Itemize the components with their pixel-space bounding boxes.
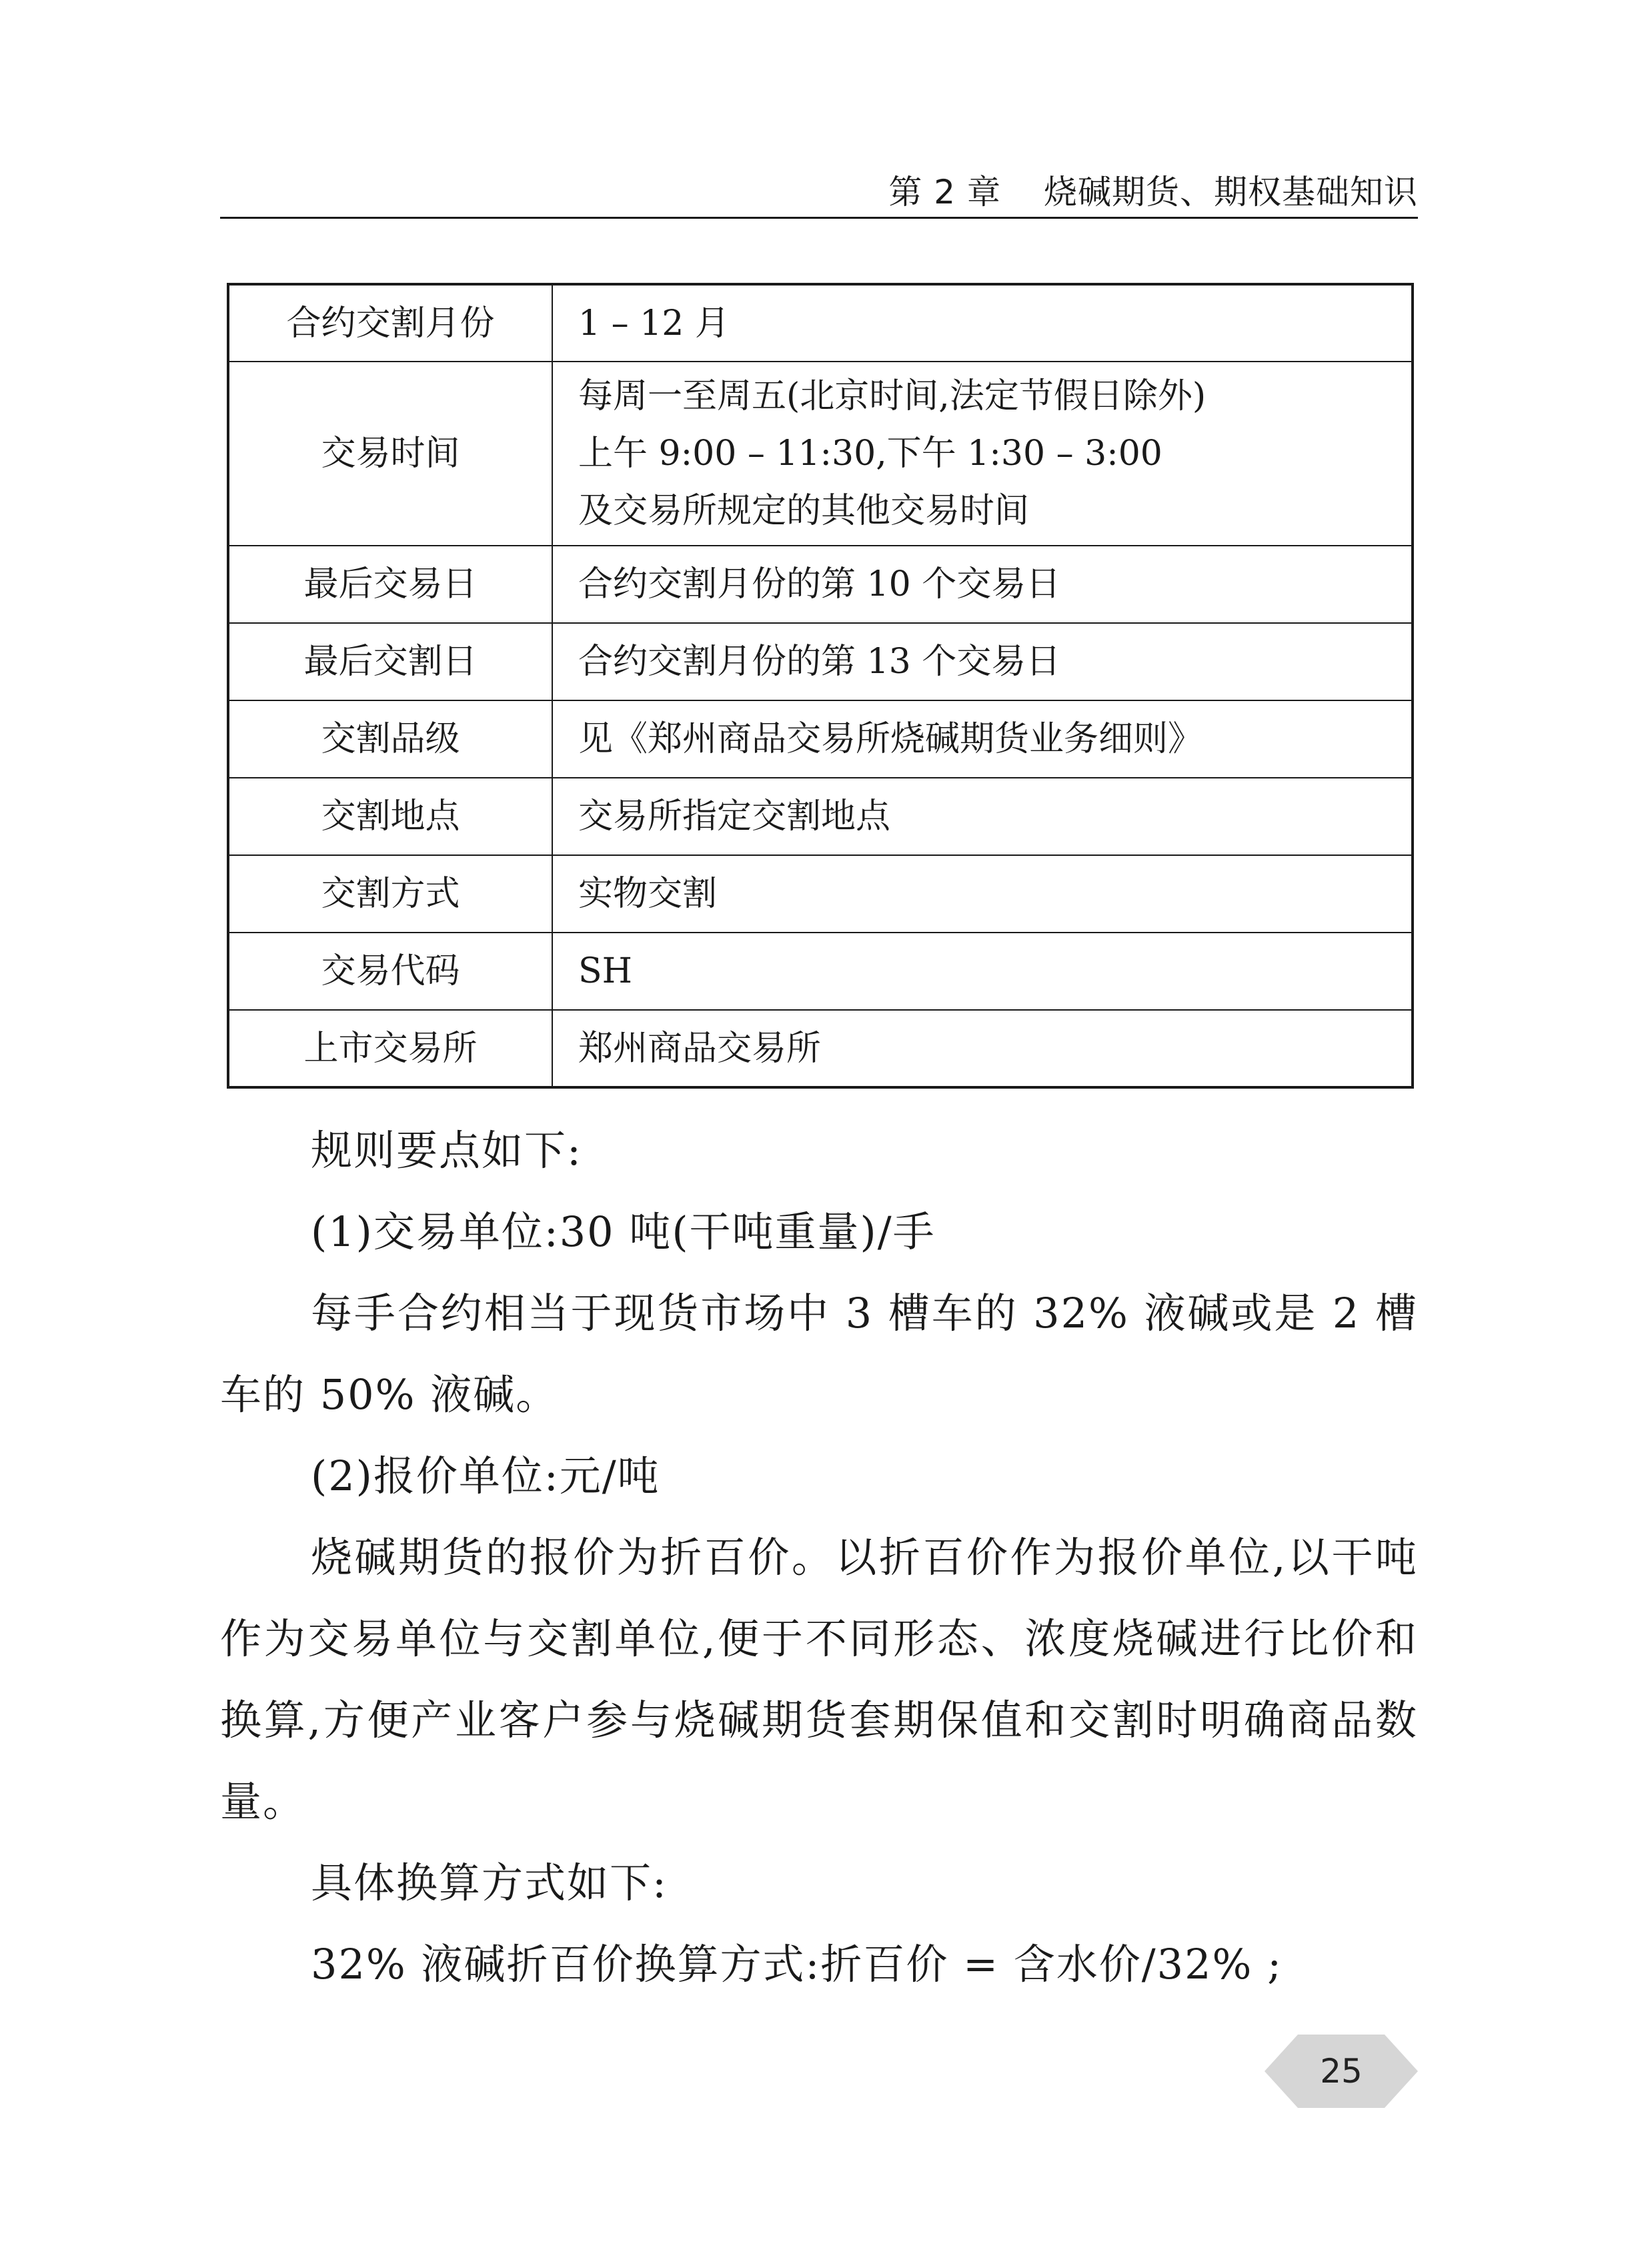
header-rule	[220, 217, 1418, 219]
paragraph-conversion-intro: 具体换算方式如下:	[311, 1858, 668, 1907]
table-row	[228, 623, 1413, 700]
row-label: 交易时间	[228, 362, 552, 546]
row-label: 交割品级	[228, 700, 552, 778]
paragraph-trading-unit-detail: 每手合约相当于现货市场中 3 槽车的 32% 液碱或是 2 槽车的 50% 液碱。	[220, 1289, 1418, 1419]
row-label: 最后交割日	[228, 623, 552, 700]
contract-spec-table	[227, 283, 1414, 1089]
table-row	[228, 284, 1413, 362]
row-value: 合约交割月份的第 13 个交易日	[552, 623, 1413, 700]
row-value: 实物交割	[552, 855, 1413, 933]
row-value-multiline	[552, 362, 1413, 546]
row-label: 最后交易日	[228, 546, 552, 623]
row-value: 1 – 12 月	[552, 284, 1413, 362]
row-value: 见《郑州商品交易所烧碱期货业务细则》	[552, 700, 1413, 778]
table-row	[228, 933, 1413, 1010]
page-number: 25	[1320, 2052, 1363, 2091]
chapter-number: 第 2 章	[888, 173, 1001, 211]
table-row	[228, 700, 1413, 778]
paragraph-quote-unit-detail: 烧碱期货的报价为折百价。以折百价作为报价单位,以干吨作为交易单位与交割单位,便于不同形态、浓度烧碱进行比价和换算,方便产业客户参与烧碱期货套期保值和交割时明确商品数量。	[220, 1533, 1418, 1826]
value-line: 每周一至周五(北京时间,法定节假日除外)	[578, 376, 1206, 416]
row-label: 合约交割月份	[228, 284, 552, 362]
table-row	[228, 362, 1413, 546]
row-value: 郑州商品交易所	[552, 1010, 1413, 1087]
row-value: SH	[552, 933, 1413, 1010]
row-label: 上市交易所	[228, 1010, 552, 1087]
paragraph-rules-intro: 规则要点如下:	[311, 1126, 582, 1175]
paragraph-quote-unit: (2)报价单位:元/吨	[311, 1452, 660, 1500]
chapter-title: 烧碱期货、期权基础知识	[1044, 173, 1418, 211]
body-text	[220, 1110, 1418, 2005]
paragraph-trading-unit: (1)交易单位:30 吨(干吨重量)/手	[311, 1207, 936, 1256]
page-number-badge	[1265, 2035, 1418, 2108]
row-label: 交易代码	[228, 933, 552, 1010]
table-row	[228, 1010, 1413, 1087]
running-header	[888, 165, 1418, 213]
value-line: 上午 9:00 – 11:30,下午 1:30 – 3:00	[578, 434, 1162, 474]
row-value: 交易所指定交割地点	[552, 778, 1413, 855]
value-line: 及交易所规定的其他交易时间	[578, 491, 1030, 531]
table-row	[228, 778, 1413, 855]
row-label: 交割地点	[228, 778, 552, 855]
row-label: 交割方式	[228, 855, 552, 933]
table-row	[228, 855, 1413, 933]
table-row	[228, 546, 1413, 623]
row-value: 合约交割月份的第 10 个交易日	[552, 546, 1413, 623]
paragraph-conversion-formula: 32% 液碱折百价换算方式:折百价 = 含水价/32% ;	[311, 1940, 1283, 1989]
